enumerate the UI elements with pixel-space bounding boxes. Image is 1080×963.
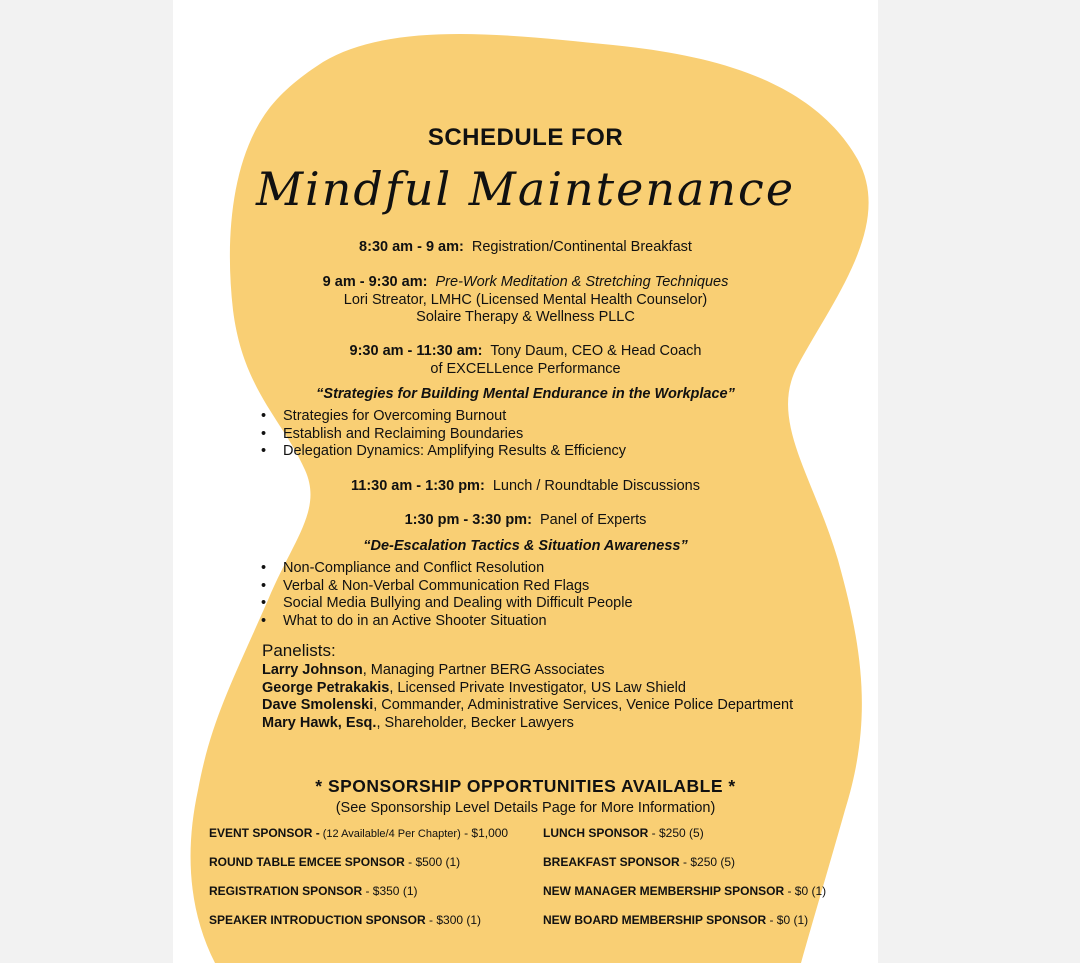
sponsor-item <box>209 855 460 869</box>
panelists-heading: Panelists: <box>262 641 336 660</box>
session-title: “De-Escalation Tactics & Situation Awareness” <box>363 538 688 554</box>
schedule-time: 9:30 am - 11:30 am: <box>349 343 483 359</box>
panelist-name: George Petrakakis <box>262 679 390 696</box>
sponsor-item <box>543 826 704 840</box>
sponsor-price: - $0 (1) <box>766 913 809 927</box>
sponsor-item <box>543 855 735 869</box>
bullet-item: • Verbal & Non-Verbal Communication Red Flags <box>261 578 633 596</box>
bullet-item: • Delegation Dynamics: Amplifying Results & Efficiency <box>261 443 626 461</box>
sponsor-name: NEW BOARD MEMBERSHIP SPONSOR <box>543 913 767 927</box>
bullet-item: • Social Media Bullying and Dealing with Difficult People <box>261 595 633 613</box>
bullet-item: • Strategies for Overcoming Burnout <box>261 408 626 426</box>
schedule-time: 8:30 am - 9 am: <box>359 239 464 255</box>
sponsor-item <box>543 884 826 898</box>
sponsor-note: (12 Available/4 Per Chapter) <box>319 828 461 840</box>
schedule-speaker: Lori Streator, LMHC (Licensed Mental Health Counselor) <box>343 291 708 308</box>
schedule-item <box>173 343 878 378</box>
schedule-time: 11:30 am - 1:30 pm: <box>350 478 485 494</box>
sponsor-name: BREAKFAST SPONSOR <box>543 855 680 869</box>
sponsor-price: - $250 (5) <box>648 826 704 840</box>
sponsor-item <box>209 884 417 898</box>
sponsor-price: - $0 (1) <box>784 884 827 898</box>
panelist-name: Larry Johnson <box>262 662 363 678</box>
panelist-role: , Managing Partner BERG Associates <box>362 662 605 678</box>
session-bullets <box>261 560 633 630</box>
panelist <box>262 697 793 715</box>
panelist-name: Dave Smolenski <box>262 697 374 713</box>
panelist-name: Mary Hawk, Esq. <box>262 714 377 731</box>
schedule-time: 9 am - 9:30 am: <box>322 274 428 290</box>
schedule-desc: Tony Daum, CEO & Head Coach <box>490 343 702 359</box>
schedule-item <box>173 478 878 496</box>
sponsor-price: - $1,000 <box>460 826 509 840</box>
sponsor-price: - $350 (1) <box>362 884 418 898</box>
schedule-item <box>173 239 878 257</box>
schedule-desc: Registration/Continental Breakfast <box>471 239 692 255</box>
sponsor-price: - $500 (1) <box>404 855 461 869</box>
schedule-desc: Lunch / Roundtable Discussions <box>492 478 700 494</box>
event-name-title: Mindful Maintenance <box>255 162 796 216</box>
sponsor-item <box>209 913 481 927</box>
schedule-org: Solaire Therapy & Wellness PLLC <box>416 309 635 325</box>
sponsor-name: LUNCH SPONSOR <box>543 826 649 840</box>
session-bullets <box>261 408 626 461</box>
schedule-time: 1:30 pm - 3:30 pm: <box>404 512 532 528</box>
sponsor-item <box>209 826 508 841</box>
sponsor-price: - $250 (5) <box>679 855 736 869</box>
schedule-desc: Panel of Experts <box>539 512 647 528</box>
schedule-heading: SCHEDULE FOR <box>427 124 624 151</box>
bullet-item: • What to do in an Active Shooter Situation <box>261 613 633 631</box>
bullet-item: • Establish and Reclaiming Boundaries <box>261 426 626 444</box>
session-title: “Strategies for Building Mental Endurance in the Workplace” <box>316 386 735 402</box>
schedule-org: of EXCELLence Performance <box>430 360 621 377</box>
panelist <box>262 680 793 698</box>
sponsor-name: REGISTRATION SPONSOR <box>209 884 363 898</box>
sponsor-name: EVENT SPONSOR - <box>209 826 320 840</box>
flyer-page <box>173 0 878 963</box>
sponsor-name: NEW MANAGER MEMBERSHIP SPONSOR <box>543 884 785 898</box>
panelist <box>262 662 793 680</box>
sponsor-item <box>543 913 808 927</box>
panelist-role: , Commander, Administrative Services, Venice Police Department <box>373 697 794 713</box>
panelist-role: , Licensed Private Investigator, US Law Shield <box>389 679 686 696</box>
panelists-section <box>262 640 793 732</box>
sponsorship-subtitle: (See Sponsorship Level Details Page for More Information) <box>335 800 716 816</box>
panelist <box>262 715 793 733</box>
schedule-item <box>173 512 878 530</box>
sponsor-name: ROUND TABLE EMCEE SPONSOR <box>209 855 405 869</box>
sponsorship-title: * SPONSORSHIP OPPORTUNITIES AVAILABLE * <box>315 776 736 796</box>
sponsor-price: - $300 (1) <box>425 913 482 927</box>
schedule-item <box>173 274 878 327</box>
sponsor-name: SPEAKER INTRODUCTION SPONSOR <box>209 913 426 927</box>
bullet-item: • Non-Compliance and Conflict Resolution <box>261 560 633 578</box>
panelist-role: , Shareholder, Becker Lawyers <box>376 714 574 731</box>
schedule-desc: Pre-Work Meditation & Stretching Techniques <box>435 274 729 290</box>
